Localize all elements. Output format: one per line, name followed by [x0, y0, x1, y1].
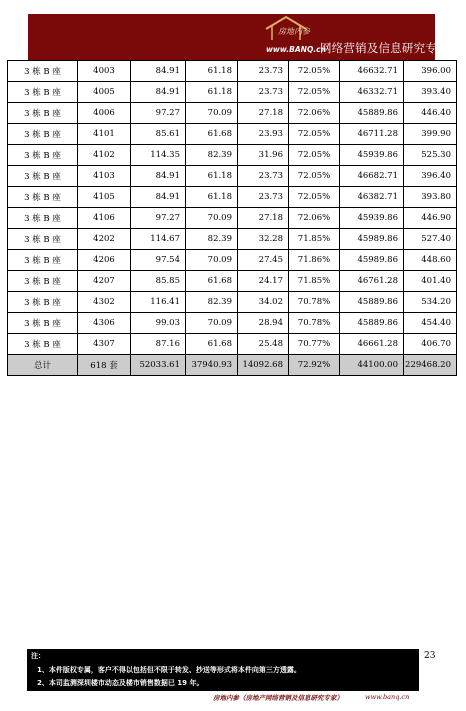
- table-cell: 4307: [78, 334, 131, 355]
- table-row: [8, 229, 457, 250]
- table-cell: 396.00: [404, 61, 457, 82]
- table-cell: 84.91: [131, 166, 186, 187]
- table-cell: 3 栋 B 座: [8, 61, 78, 82]
- note-item: 2、本司监测深圳楼市动态及楼市销售数据已 19 年。: [37, 679, 204, 687]
- table-cell: 46332.71: [340, 82, 404, 103]
- table-cell: 85.61: [131, 124, 186, 145]
- table-cell: 32.28: [238, 229, 289, 250]
- page-number: 23: [424, 651, 436, 661]
- notes-box: [27, 649, 419, 691]
- table-cell: 534.20: [404, 292, 457, 313]
- table-cell: 71.85%: [289, 229, 340, 250]
- table-cell: 70.09: [186, 208, 238, 229]
- footer-url: www.banq.cn: [365, 693, 410, 701]
- table-cell: 393.80: [404, 187, 457, 208]
- table-cell: 46682.71: [340, 166, 404, 187]
- table-cell: 446.90: [404, 208, 457, 229]
- table-cell: 23.73: [238, 187, 289, 208]
- table-cell: 114.67: [131, 229, 186, 250]
- table-cell: 71.86%: [289, 250, 340, 271]
- table-cell: 24.17: [238, 271, 289, 292]
- table-cell: 401.40: [404, 271, 457, 292]
- table-cell: 70.09: [186, 250, 238, 271]
- table-cell: 4206: [78, 250, 131, 271]
- table-cell: 45889.86: [340, 103, 404, 124]
- table-cell: 27.45: [238, 250, 289, 271]
- footer-text: 房地内参（房地产网络营销及信息研究专家）: [213, 694, 343, 702]
- table-cell: 3 栋 B 座: [8, 271, 78, 292]
- table-cell: 72.06%: [289, 208, 340, 229]
- table-cell: 4105: [78, 187, 131, 208]
- table-row: [8, 166, 457, 187]
- table-cell: 4202: [78, 229, 131, 250]
- sales-table: [7, 60, 457, 376]
- table-cell: 72.05%: [289, 166, 340, 187]
- table-cell: 61.18: [186, 82, 238, 103]
- table-cell: 3 栋 B 座: [8, 124, 78, 145]
- table-cell: 116.41: [131, 292, 186, 313]
- table-cell: 25.48: [238, 334, 289, 355]
- table-cell: 45939.86: [340, 208, 404, 229]
- table-cell: 406.70: [404, 334, 457, 355]
- table-cell: 527.40: [404, 229, 457, 250]
- table-cell: 14092.68: [238, 355, 289, 376]
- table-cell: 229468.20: [404, 355, 457, 376]
- table-cell: 84.91: [131, 61, 186, 82]
- table-cell: 3 栋 B 座: [8, 292, 78, 313]
- table-cell: 82.39: [186, 145, 238, 166]
- table-row: [8, 103, 457, 124]
- table-cell: 82.39: [186, 292, 238, 313]
- table-cell: 44100.00: [340, 355, 404, 376]
- table-cell: 28.94: [238, 313, 289, 334]
- table-cell: 4302: [78, 292, 131, 313]
- total-row: [8, 355, 457, 376]
- table-cell: 99.03: [131, 313, 186, 334]
- table-cell: 61.68: [186, 334, 238, 355]
- table-row: [8, 82, 457, 103]
- table-cell: 37940.93: [186, 355, 238, 376]
- table-cell: 23.93: [238, 124, 289, 145]
- table-cell: 3 栋 B 座: [8, 82, 78, 103]
- table-cell: 454.40: [404, 313, 457, 334]
- table-cell: 23.73: [238, 166, 289, 187]
- table-cell: 52033.61: [131, 355, 186, 376]
- table-cell: 3 栋 B 座: [8, 334, 78, 355]
- table-cell: 61.68: [186, 124, 238, 145]
- table-cell: 46382.71: [340, 187, 404, 208]
- table-cell: 27.18: [238, 208, 289, 229]
- table-cell: 61.18: [186, 166, 238, 187]
- table-cell: 4102: [78, 145, 131, 166]
- table-row: [8, 334, 457, 355]
- table-cell: 31.96: [238, 145, 289, 166]
- table-row: [8, 292, 457, 313]
- table-cell: 3 栋 B 座: [8, 145, 78, 166]
- table-cell: 61.68: [186, 271, 238, 292]
- table-cell: 61.18: [186, 61, 238, 82]
- table-cell: 4003: [78, 61, 131, 82]
- header-title: 网络营销及信息研究专家: [320, 41, 449, 55]
- table-cell: 23.73: [238, 82, 289, 103]
- table-cell: 84.91: [131, 187, 186, 208]
- table-cell: 97.27: [131, 208, 186, 229]
- table-cell: 70.77%: [289, 334, 340, 355]
- table-cell: 70.78%: [289, 292, 340, 313]
- table-cell: 总计: [8, 355, 78, 376]
- table-cell: 70.09: [186, 103, 238, 124]
- table-row: [8, 187, 457, 208]
- table-cell: 3 栋 B 座: [8, 103, 78, 124]
- table-cell: 46761.28: [340, 271, 404, 292]
- table-cell: 46632.71: [340, 61, 404, 82]
- table-cell: 72.05%: [289, 145, 340, 166]
- table-cell: 72.05%: [289, 82, 340, 103]
- table-cell: 448.60: [404, 250, 457, 271]
- table-row: [8, 124, 457, 145]
- table-cell: 4006: [78, 103, 131, 124]
- table-cell: 45889.86: [340, 292, 404, 313]
- header-banner: [28, 14, 449, 60]
- footer: [27, 691, 419, 705]
- table-cell: 525.30: [404, 145, 457, 166]
- table-cell: 114.35: [131, 145, 186, 166]
- table-body: [8, 61, 457, 376]
- table-cell: 45939.86: [340, 145, 404, 166]
- table-cell: 27.18: [238, 103, 289, 124]
- table-cell: 46661.28: [340, 334, 404, 355]
- table-cell: 72.06%: [289, 103, 340, 124]
- table-cell: 45889.86: [340, 313, 404, 334]
- table-cell: 46711.28: [340, 124, 404, 145]
- table-cell: 3 栋 B 座: [8, 166, 78, 187]
- table-cell: 393.40: [404, 82, 457, 103]
- logo-url: www.BANQ.cn: [266, 45, 326, 54]
- note-item: 1、本件版权专属，客户不得以包括但不限于转发、抄送等形式将本件向第三方透露。: [37, 666, 301, 674]
- table-cell: 4306: [78, 313, 131, 334]
- table-cell: 3 栋 B 座: [8, 250, 78, 271]
- table-cell: 84.91: [131, 82, 186, 103]
- table-row: [8, 250, 457, 271]
- table-cell: 4207: [78, 271, 131, 292]
- table-cell: 4103: [78, 166, 131, 187]
- notes-title: 注：: [31, 652, 45, 660]
- table-cell: 23.73: [238, 61, 289, 82]
- table-cell: 3 栋 B 座: [8, 229, 78, 250]
- table-cell: 3 栋 B 座: [8, 208, 78, 229]
- table-cell: 72.05%: [289, 61, 340, 82]
- table-cell: 61.18: [186, 187, 238, 208]
- table-cell: 97.27: [131, 103, 186, 124]
- table-cell: 70.09: [186, 313, 238, 334]
- table-cell: 396.40: [404, 166, 457, 187]
- table-row: [8, 61, 457, 82]
- table-cell: 45989.86: [340, 250, 404, 271]
- table-cell: 399.90: [404, 124, 457, 145]
- table-cell: 82.39: [186, 229, 238, 250]
- table-cell: 3 栋 B 座: [8, 187, 78, 208]
- table-cell: 45989.86: [340, 229, 404, 250]
- table-cell: 3 栋 B 座: [8, 313, 78, 334]
- table-row: [8, 145, 457, 166]
- table-cell: 72.92%: [289, 355, 340, 376]
- table-row: [8, 313, 457, 334]
- table-cell: 618 套: [78, 355, 131, 376]
- table-cell: 71.85%: [289, 271, 340, 292]
- table-row: [8, 208, 457, 229]
- table-cell: 87.16: [131, 334, 186, 355]
- table-cell: 34.02: [238, 292, 289, 313]
- table-cell: 97.54: [131, 250, 186, 271]
- table-cell: 4005: [78, 82, 131, 103]
- table-cell: 72.05%: [289, 187, 340, 208]
- table-row: [8, 271, 457, 292]
- logo-text: 房地内参: [278, 27, 310, 36]
- table-cell: 72.05%: [289, 124, 340, 145]
- table-cell: 4101: [78, 124, 131, 145]
- table-cell: 70.78%: [289, 313, 340, 334]
- table-cell: 4106: [78, 208, 131, 229]
- table-cell: 85.85: [131, 271, 186, 292]
- table-cell: 446.40: [404, 103, 457, 124]
